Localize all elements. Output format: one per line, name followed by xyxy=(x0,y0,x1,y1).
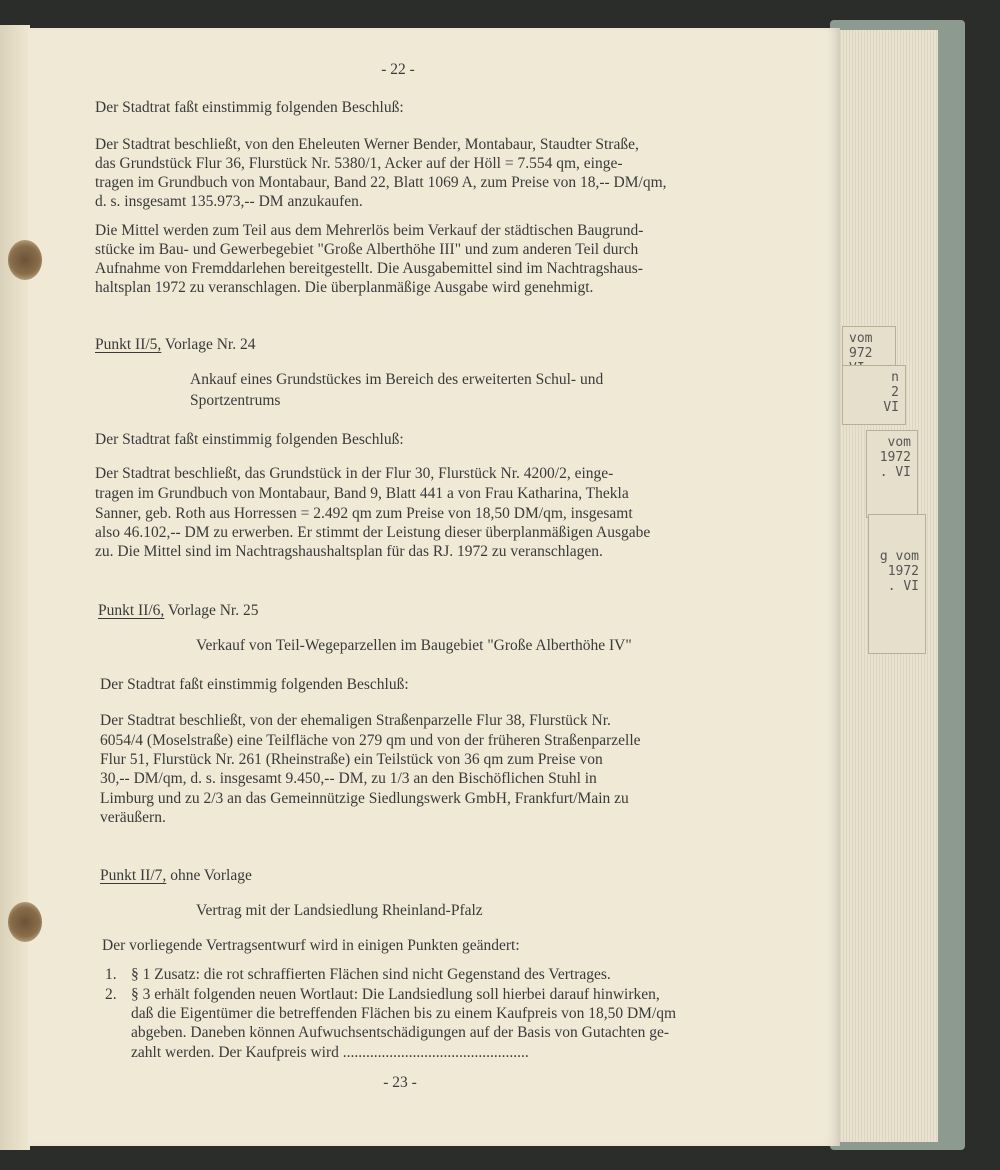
text-line: tragen im Grundbuch von Montabaur, Band 9, Blatt 441 a von Frau Katharina, Thekla xyxy=(95,485,629,502)
list-text: zahlt werden. Der Kaufpreis wird ................................................ xyxy=(131,1044,529,1061)
list-number: 1. xyxy=(105,966,117,983)
section-title: Ankauf eines Grundstückes im Bereich des erweiterten Schul- und xyxy=(190,371,604,388)
text-line: Aufnahme von Fremddarlehen bereitgestellt. Die Ausgabemittel sind im Nachtragshaus- xyxy=(95,260,643,277)
resolution-intro: Der Stadtrat faßt einstimmig folgenden Beschluß: xyxy=(95,431,404,448)
text-line: d. s. insgesamt 135.973,-- DM anzukaufen. xyxy=(95,193,363,210)
tab-text: 2 xyxy=(891,385,899,400)
punkt-heading-7 xyxy=(100,866,820,886)
vorlage-ref: ohne Vorlage xyxy=(166,867,252,884)
text-line: Limburg und zu 2/3 an das Gemeinnützige Siedlungswerk GmbH, Frankfurt/Main zu xyxy=(100,790,629,807)
tab-text: g vom xyxy=(879,549,919,564)
punkt-label: Punkt II/6, xyxy=(98,602,165,619)
vorlage-ref: Vorlage Nr. 25 xyxy=(164,602,259,619)
text-line: Die Mittel werden zum Teil aus dem Mehrerlös beim Verkauf der städtischen Baugrund- xyxy=(95,222,644,239)
binding-strip xyxy=(0,25,30,1150)
text-line: veräußern. xyxy=(100,809,166,826)
tab-text: VI xyxy=(883,400,899,415)
section-title: Sportzentrums xyxy=(190,392,281,409)
tab-text: . VI xyxy=(887,579,919,594)
text-line: haltsplan 1972 zu veranschlagen. Die überplanmäßige Ausgabe wird genehmigt. xyxy=(95,279,594,296)
text-line: das Grundstück Flur 36, Flurstück Nr. 5380/1, Acker auf der Höll = 7.554 qm, einge- xyxy=(95,155,623,172)
tab-text: vom xyxy=(887,435,911,450)
text-line: Der Stadtrat beschließt, das Grundstück in der Flur 30, Flurstück Nr. 4200/2, einge- xyxy=(95,465,614,482)
text-line: tragen im Grundbuch von Montabaur, Band 22, Blatt 1069 A, zum Preise von 18,-- DM/qm, xyxy=(95,174,667,191)
resolution-intro: Der Stadtrat faßt einstimmig folgenden Beschluß: xyxy=(95,99,404,116)
list-number: 2. xyxy=(105,986,117,1003)
index-tab-4[interactable] xyxy=(868,514,926,654)
section-title: Verkauf von Teil-Wegeparzellen im Baugebiet "Große Alberthöhe IV" xyxy=(196,637,632,654)
punkt-label: Punkt II/7, xyxy=(100,867,167,884)
tab-text: . VI xyxy=(879,465,911,480)
punkt-label: Punkt II/5, xyxy=(95,336,162,353)
list-text: § 1 Zusatz: die rot schraffierten Flächen sind nicht Gegenstand des Vertrages. xyxy=(131,966,611,983)
text-line: Sanner, geb. Roth aus Horressen = 2.492 qm zum Preise von 18,50 DM/qm, insgesamt xyxy=(95,505,633,522)
text-line: Flur 51, Flurstück Nr. 261 (Rheinstraße) ein Teilstück von 36 qm zum Preise von xyxy=(100,751,603,768)
tab-text: 1972 xyxy=(879,450,911,465)
punkt-heading-6 xyxy=(98,601,818,621)
text-line: also 46.102,-- DM zu erwerben. Er stimmt der Leistung dieser überplanmäßigen Ausgabe xyxy=(95,524,651,541)
tab-text: 1972 xyxy=(887,564,919,579)
punch-hole-bottom xyxy=(8,902,42,942)
page-number-header: - 22 - xyxy=(381,61,415,78)
punch-hole-top xyxy=(8,240,42,280)
resolution-intro: Der Stadtrat faßt einstimmig folgenden Beschluß: xyxy=(100,676,409,693)
tab-text: n xyxy=(891,370,899,385)
tab-text: vom xyxy=(849,331,873,346)
list-text: abgeben. Daneben können Aufwuchsentschädigungen auf der Basis von Gutachten ge- xyxy=(131,1024,670,1041)
tab-text: 972 xyxy=(849,346,873,361)
text-line: Der Stadtrat beschließt, von der ehemaligen Straßenparzelle Flur 38, Flurstück Nr. xyxy=(100,712,611,729)
text-line: 6054/4 (Moselstraße) eine Teilfläche von 279 qm und von der früheren Straßenparzelle xyxy=(100,732,641,749)
section-title: Vertrag mit der Landsiedlung Rheinland-Pfalz xyxy=(196,902,483,919)
page-number-footer: - 23 - xyxy=(383,1074,417,1091)
text-line: Der Stadtrat beschließt, von den Eheleuten Werner Bender, Montabaur, Staudter Straße, xyxy=(95,136,639,153)
text-line: zu. Die Mittel sind im Nachtragshaushaltsplan für das RJ. 1972 zu veranschlagen. xyxy=(95,543,603,560)
index-tab-3[interactable] xyxy=(866,430,918,518)
vorlage-ref: Vorlage Nr. 24 xyxy=(161,336,256,353)
list-text: daß die Eigentümer die betreffenden Flächen bis zu einem Kaufpreis von 18,50 DM/qm xyxy=(131,1005,677,1022)
list-text: § 3 erhält folgenden neuen Wortlaut: Die Landsiedlung soll hierbei darauf hinwirken, xyxy=(131,986,660,1003)
text-line: 30,-- DM/qm, d. s. insgesamt 9.450,-- DM, zu 1/3 an den Bischöflichen Stuhl in xyxy=(100,770,597,787)
amendment-intro: Der vorliegende Vertragsentwurf wird in einigen Punkten geändert: xyxy=(102,937,520,954)
punkt-heading-5 xyxy=(95,335,815,355)
text-line: stücke im Bau- und Gewerbegebiet "Große Alberthöhe III" und zum anderen Teil durch xyxy=(95,241,639,258)
